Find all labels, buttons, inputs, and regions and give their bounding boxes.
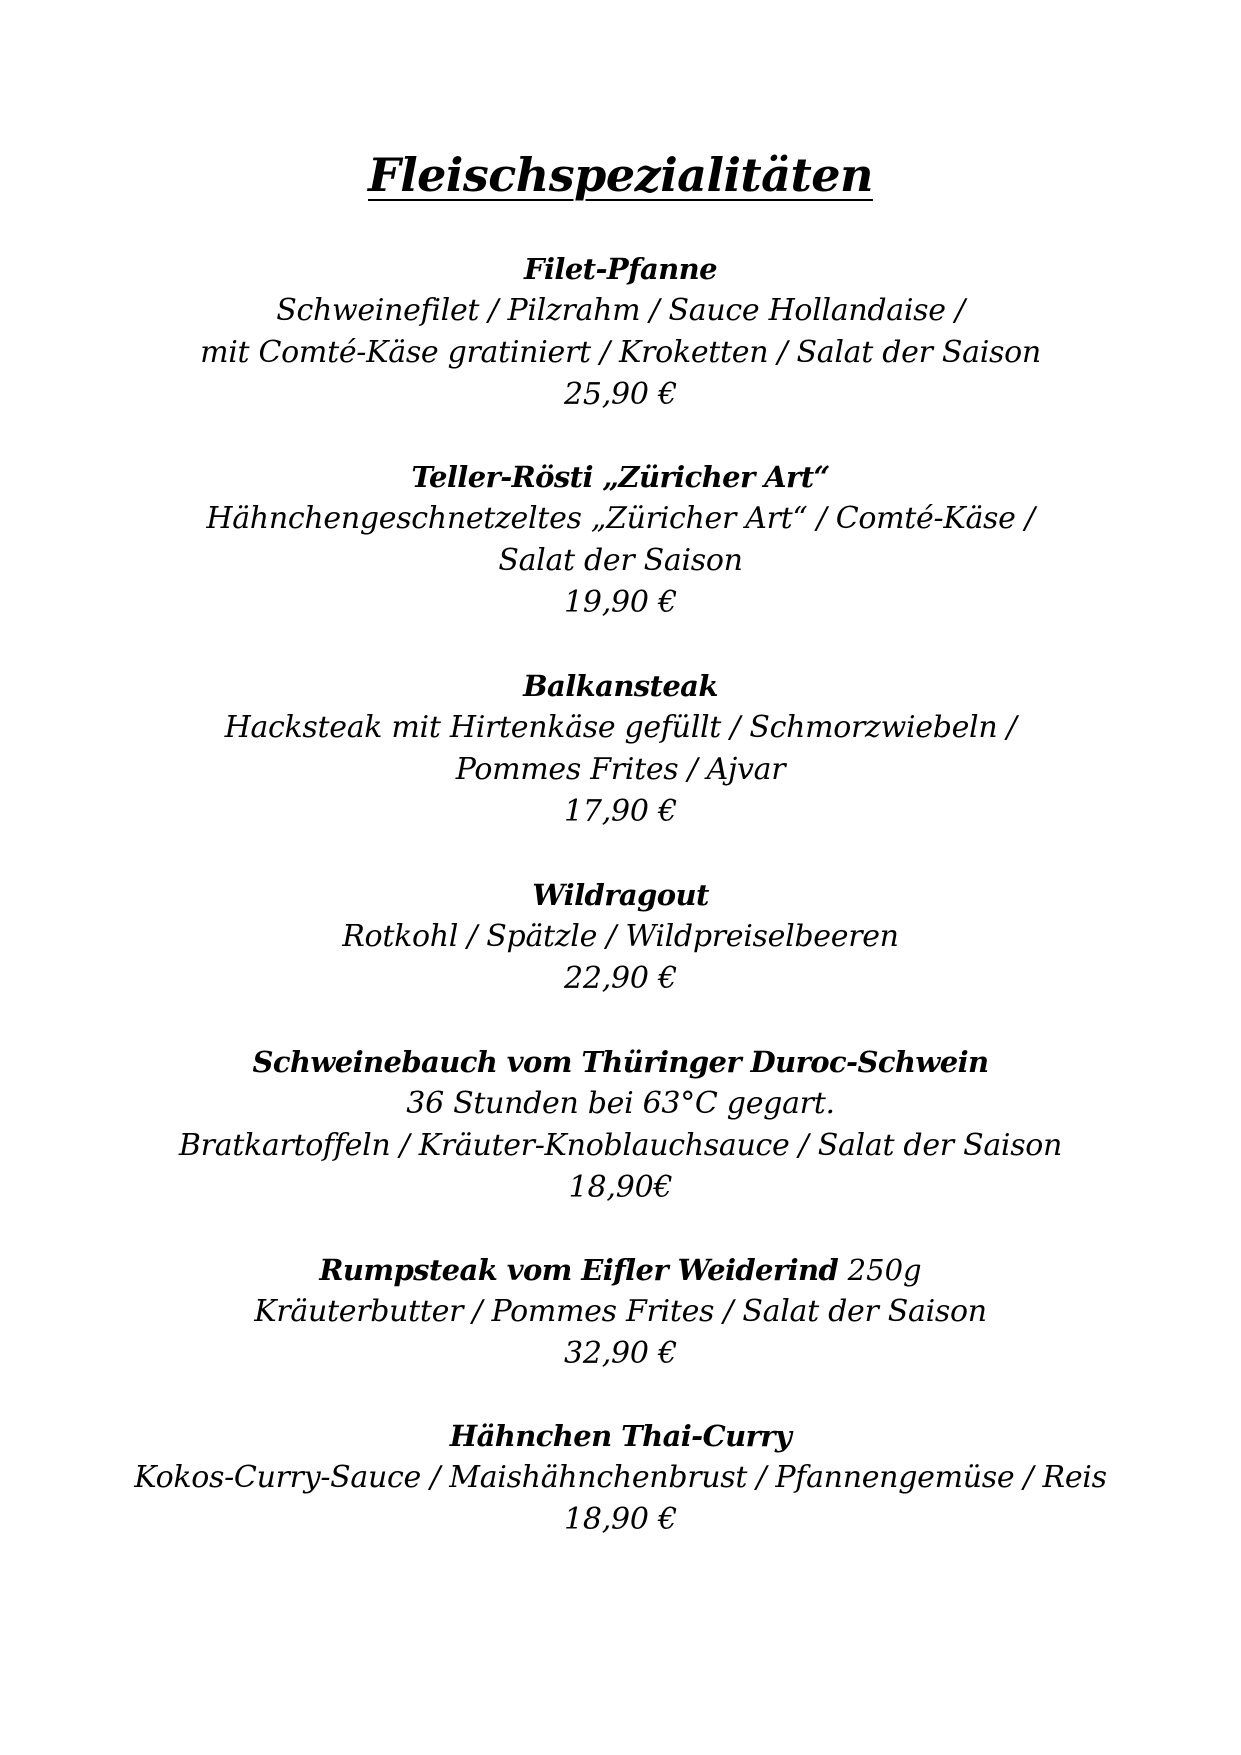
dish-name: Schweinebauch vom Thüringer Duroc-Schwein bbox=[252, 1045, 989, 1079]
dish-description-line: Hacksteak mit Hirtenkäse gefüllt / Schmorzwiebeln / bbox=[224, 710, 1017, 745]
dish-price: 32,90 € bbox=[563, 1336, 678, 1371]
dish-rumpsteak bbox=[0, 1249, 1241, 1375]
dish-wildragout bbox=[0, 874, 1241, 1000]
dish-description-line: Bratkartoffeln / Kräuter-Knoblauchsauce / Salat der Saison bbox=[178, 1128, 1063, 1163]
dish-price: 25,90 € bbox=[563, 377, 678, 412]
dish-description-line: 36 Stunden bei 63°C gegart. bbox=[406, 1086, 835, 1121]
dish-name: Wildragout bbox=[532, 878, 709, 912]
dish-price: 19,90 € bbox=[563, 585, 678, 620]
dish-description-line: Rotkohl / Spätzle / Wildpreiselbeeren bbox=[342, 919, 899, 954]
dish-description-line: Kräuterbutter / Pommes Frites / Salat der Saison bbox=[254, 1294, 987, 1329]
dish-description-line: Salat der Saison bbox=[498, 543, 743, 578]
dish-name: Filet-Pfanne bbox=[524, 252, 717, 286]
dish-description-line: Kokos-Curry-Sauce / Maishähnchenbrust / Pfannengemüse / Reis bbox=[134, 1460, 1107, 1495]
dish-name: Rumpsteak vom Eifler Weiderind bbox=[319, 1253, 839, 1287]
dish-haehnchen-thai-curry bbox=[0, 1415, 1241, 1541]
dish-schweinebauch bbox=[0, 1041, 1241, 1209]
dish-description-line: Pommes Frites / Ajvar bbox=[455, 752, 786, 787]
dish-description-line: Hähnchengeschnetzeltes „Züricher Art“ / Comté-Käse / bbox=[206, 501, 1035, 536]
dish-name: Teller-Rösti „Züricher Art“ bbox=[411, 460, 830, 494]
dish-price: 22,90 € bbox=[563, 961, 678, 996]
dish-price: 18,90 € bbox=[563, 1502, 678, 1537]
dish-name: Balkansteak bbox=[523, 669, 718, 703]
dish-description-line: Schweinefilet / Pilzrahm / Sauce Hollandaise / bbox=[276, 293, 965, 328]
dish-name-line bbox=[0, 1249, 1241, 1291]
menu-title: Fleischspezialitäten bbox=[368, 148, 873, 202]
dish-name: Hähnchen Thai-Curry bbox=[449, 1419, 792, 1453]
dish-weight: 250g bbox=[847, 1253, 922, 1287]
dish-price: 18,90€ bbox=[568, 1170, 673, 1205]
dish-teller-roesti bbox=[0, 456, 1241, 624]
dish-filet-pfanne bbox=[0, 248, 1241, 416]
dish-price: 17,90 € bbox=[563, 794, 678, 829]
dish-balkansteak bbox=[0, 665, 1241, 833]
dish-description-line: mit Comté-Käse gratiniert / Kroketten / Salat der Saison bbox=[200, 335, 1041, 370]
